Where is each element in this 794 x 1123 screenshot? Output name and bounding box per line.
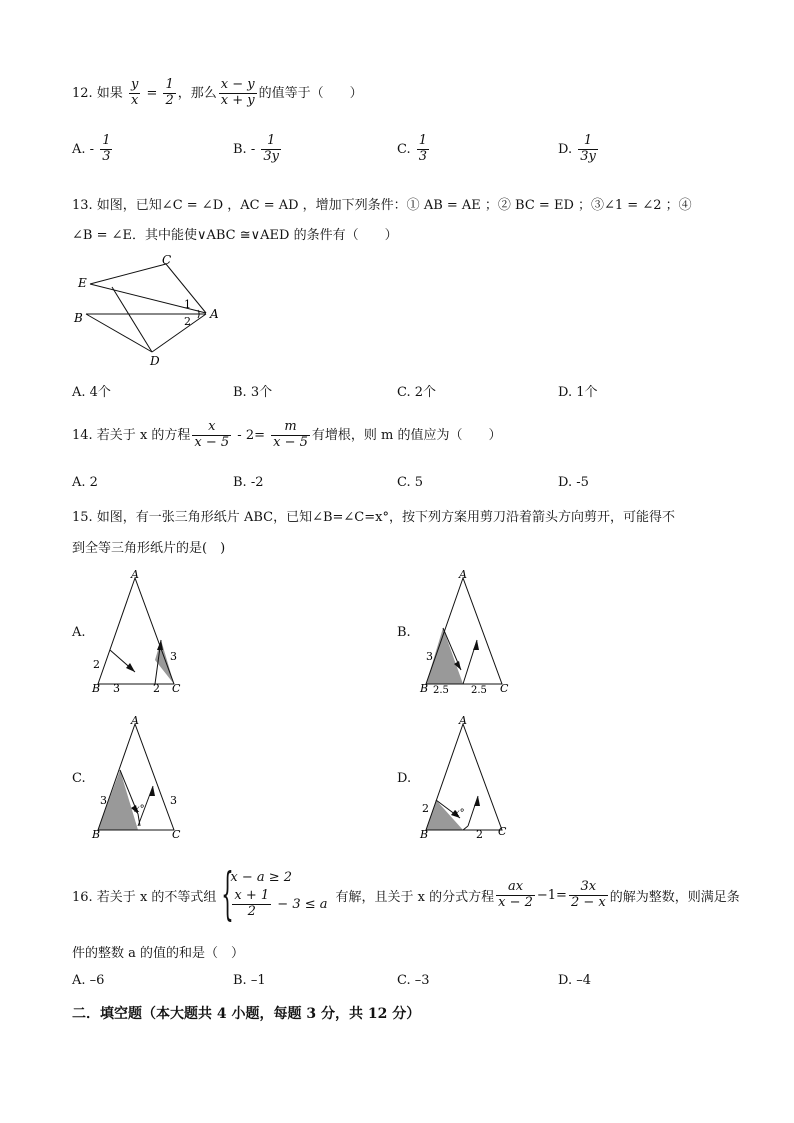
svg-text:2: 2: [422, 802, 429, 815]
q15-option-c[interactable]: C.: [72, 771, 86, 786]
q14-option-c[interactable]: C. 5: [397, 475, 424, 490]
q16-option-d[interactable]: D. –4: [558, 973, 591, 988]
q14-stem: 14. 若关于 x 的方程 $\frac{x}{x - 5}$ - 2= $\frac{m}{x - 5}$ 有增根，则 m 的值应为（ ）: [72, 419, 502, 450]
q16-option-b[interactable]: B. –1: [233, 973, 266, 988]
q15-figure-d: [416, 714, 516, 846]
svg-text:A: A: [459, 714, 467, 727]
q13-option-a[interactable]: A. 4个: [72, 385, 111, 400]
svg-text:x°: x°: [454, 808, 465, 819]
svg-text:A: A: [131, 568, 139, 581]
q13-label-1: 1: [184, 298, 191, 311]
q16-stem: 16. 若关于 x 的不等式组 { x − a ≥ 2 $\frac{x + 1}{2}$ − 3 ≤ a 有解，且关于 x 的分式方程 $\frac{ax}{x - 2}$ −1= $\frac{3x}{2 - x}$ 的解为整数，则满足条: [72, 862, 740, 927]
q12-stem: 12. 如果 $\frac{y}{x}$ = $\frac{1}{2}$ ，那么 $\frac{x - y}{x + y}$ 的值等于（ ）: [72, 77, 363, 108]
q13-line2: ∠B = ∠E．其中能使∨ABC ≅∨AED 的条件有（ ）: [72, 228, 398, 243]
q15-line1: 15. 如图，有一张三角形纸片 ABC，已知∠B=∠C=x°，按下列方案用剪刀沿着箭头方向剪开，可能得不: [72, 510, 675, 525]
q13-line1: 13. 如图，已知∠C = ∠D ，AC = AD ，增加下列条件：① AB = AE ；② BC = ED ；③∠1 = ∠2 ；④: [72, 198, 692, 213]
section-heading: 二．填空题（本大题共 4 小题，每题 3 分，共 12 分）: [72, 1006, 421, 1022]
svg-text:B: B: [92, 682, 101, 695]
q15-option-a[interactable]: A.: [72, 625, 86, 640]
svg-text:C: C: [172, 828, 181, 841]
q15-figure-c: [88, 714, 188, 846]
svg-text:3: 3: [170, 794, 177, 807]
svg-text:C: C: [500, 682, 509, 695]
svg-text:2: 2: [153, 682, 160, 695]
q14-option-d[interactable]: D. -5: [558, 475, 589, 490]
svg-text:3: 3: [100, 794, 107, 807]
svg-text:2.5: 2.5: [433, 685, 449, 696]
q13-label-b: B: [74, 311, 83, 325]
q16-line2: 件的整数 a 的值的和是（ ）: [72, 946, 245, 961]
svg-text:B: B: [420, 682, 429, 695]
svg-text:A: A: [131, 714, 139, 727]
q13-label-c: C: [162, 253, 172, 267]
q12-option-a[interactable]: A. - $\frac{1}{3}$: [72, 133, 111, 164]
svg-text:2.5: 2.5: [471, 685, 487, 696]
q16-option-c[interactable]: C. –3: [397, 973, 430, 988]
svg-text:C: C: [498, 825, 507, 838]
q15-line2: 到全等三角形纸片的是( ): [72, 541, 226, 556]
q13-label-a: A: [210, 307, 219, 321]
svg-text:3: 3: [170, 650, 177, 663]
q15-option-d[interactable]: D.: [397, 771, 412, 786]
svg-text:C: C: [172, 682, 181, 695]
svg-text:A: A: [459, 568, 467, 581]
q13-label-d: D: [150, 354, 160, 368]
q12-option-d[interactable]: D. $\frac{1}{3y}$: [558, 133, 596, 164]
q13-option-d[interactable]: D. 1个: [558, 385, 598, 400]
q12-option-b[interactable]: B. - $\frac{1}{3y}$: [233, 133, 279, 164]
q13-figure: [72, 252, 232, 374]
svg-text:3: 3: [426, 650, 433, 663]
q12-option-c[interactable]: C. $\frac{1}{3}$: [397, 133, 428, 164]
q15-figure-a: [88, 568, 188, 700]
q13-option-c[interactable]: C. 2个: [397, 385, 437, 400]
q13-label-e: E: [78, 276, 87, 290]
svg-text:3: 3: [113, 682, 120, 695]
q13-label-2: 2: [184, 315, 191, 328]
svg-text:2: 2: [476, 828, 483, 841]
svg-text:B: B: [92, 828, 101, 841]
q13-option-b[interactable]: B. 3个: [233, 385, 273, 400]
q12-expr: $\frac{x - y}{x + y}$: [220, 77, 255, 108]
q12-cond-right: $\frac{1}{2}$: [165, 77, 174, 108]
svg-text:2: 2: [93, 658, 100, 671]
q16-option-a[interactable]: A. –6: [72, 973, 105, 988]
q14-option-a[interactable]: A. 2: [72, 475, 98, 490]
svg-text:B: B: [420, 828, 429, 841]
q14-option-b[interactable]: B. -2: [233, 475, 264, 490]
q12-cond-left: $\frac{y}{x}$: [130, 77, 139, 108]
q15-figure-b: [416, 568, 516, 700]
q15-option-b[interactable]: B.: [397, 625, 411, 640]
svg-text:x°: x°: [134, 804, 145, 815]
